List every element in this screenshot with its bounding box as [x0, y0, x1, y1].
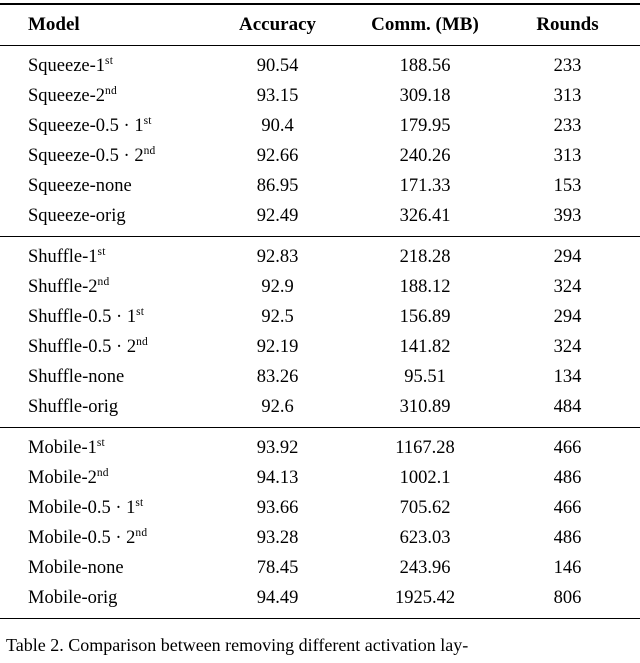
cell-accuracy: 93.66 — [256, 497, 299, 518]
cell-rounds: 294 — [553, 246, 582, 267]
table-group — [0, 237, 640, 428]
cell-rounds: 324 — [553, 336, 582, 357]
cell-model — [0, 277, 225, 298]
cell-accuracy: 92.66 — [256, 145, 299, 166]
model-name-text: Mobile-orig — [28, 587, 118, 608]
table-row — [0, 81, 640, 111]
table-row — [0, 553, 640, 583]
model-name-superscript: nd — [143, 144, 156, 157]
cell-comm: 156.89 — [399, 306, 451, 327]
cell-comm: 243.96 — [399, 557, 451, 578]
cell-accuracy: 93.15 — [256, 85, 299, 106]
cell-model — [0, 498, 225, 519]
cell-model — [0, 588, 225, 609]
cell-rounds: 294 — [553, 306, 582, 327]
cell-rounds: 313 — [553, 85, 582, 106]
cell-model — [0, 468, 225, 489]
model-name-superscript: nd — [105, 84, 117, 97]
cell-model — [0, 56, 225, 77]
header-comm: Comm. (MB) — [371, 14, 479, 35]
model-name-text: Squeeze-2 — [28, 85, 106, 106]
cell-accuracy: 92.19 — [256, 336, 299, 357]
cell-comm: 1167.28 — [395, 437, 455, 458]
cell-comm: 188.12 — [399, 276, 451, 297]
cell-model — [0, 176, 225, 197]
cell-model — [0, 558, 225, 579]
model-name-superscript: nd — [136, 335, 148, 348]
cell-accuracy: 92.5 — [261, 306, 294, 327]
cell-rounds: 466 — [553, 497, 582, 518]
model-name-text: Squeeze-1 — [28, 55, 106, 76]
model-name-text: Mobile-0.5 · 1 — [28, 497, 136, 518]
cell-accuracy: 90.4 — [261, 115, 294, 136]
table-row — [0, 362, 640, 392]
model-name-text: Mobile-1 — [28, 437, 97, 458]
model-name-superscript: nd — [97, 275, 110, 288]
model-name-superscript: st — [136, 305, 145, 318]
cell-accuracy: 83.26 — [256, 366, 299, 387]
cell-model — [0, 146, 225, 167]
cell-comm: 1925.42 — [394, 587, 456, 608]
cell-accuracy: 92.49 — [256, 205, 299, 226]
cell-accuracy: 92.6 — [261, 396, 294, 417]
model-name-text: Shuffle-1 — [28, 246, 98, 267]
model-name-text: Shuffle-orig — [28, 396, 119, 417]
table-body — [0, 46, 640, 619]
table-row — [0, 392, 640, 422]
model-name-superscript: nd — [135, 526, 148, 539]
cell-rounds: 486 — [553, 527, 582, 548]
model-name-text: Squeeze-orig — [28, 205, 126, 226]
cell-accuracy: 93.92 — [256, 437, 299, 458]
cell-model — [0, 206, 225, 227]
cell-rounds: 313 — [553, 145, 582, 166]
cell-comm: 188.56 — [399, 55, 451, 76]
model-name-superscript: st — [105, 54, 114, 67]
cell-rounds: 233 — [553, 55, 582, 76]
cell-rounds: 486 — [553, 467, 582, 488]
cell-rounds: 153 — [553, 175, 582, 196]
cell-comm: 95.51 — [404, 366, 446, 387]
model-name-text: Squeeze-none — [28, 175, 132, 196]
cell-model — [0, 438, 225, 459]
cell-rounds: 233 — [553, 115, 582, 136]
cell-rounds: 806 — [553, 587, 582, 608]
cell-model — [0, 247, 225, 268]
cell-accuracy: 90.54 — [256, 55, 299, 76]
header-rounds: Rounds — [536, 14, 599, 35]
cell-rounds: 146 — [553, 557, 582, 578]
cell-accuracy: 92.83 — [256, 246, 299, 267]
model-name-superscript: st — [97, 245, 106, 258]
table-row — [0, 332, 640, 362]
model-name-text: Mobile-none — [28, 557, 124, 578]
model-name-text: Mobile-0.5 · 2 — [28, 527, 136, 548]
model-name-text: Shuffle-none — [28, 366, 125, 387]
cell-comm: 171.33 — [399, 175, 451, 196]
model-name-text: Mobile-2 — [28, 467, 97, 488]
cell-rounds: 484 — [553, 396, 582, 417]
cell-accuracy: 93.28 — [256, 527, 299, 548]
cell-rounds: 324 — [553, 276, 582, 297]
cell-comm: 218.28 — [399, 246, 451, 267]
table-caption: Table 2. Comparison between removing different activation lay- — [6, 635, 469, 655]
cell-model — [0, 397, 225, 418]
model-name-superscript: st — [96, 436, 105, 449]
cell-model — [0, 307, 225, 328]
cell-comm: 623.03 — [399, 527, 451, 548]
cell-accuracy: 78.45 — [256, 557, 299, 578]
table-row — [0, 583, 640, 613]
cell-comm: 326.41 — [399, 205, 451, 226]
cell-model — [0, 337, 225, 358]
header-accuracy: Accuracy — [238, 14, 317, 35]
table-row — [0, 171, 640, 201]
cell-comm: 240.26 — [399, 145, 451, 166]
table-row — [0, 242, 640, 272]
table-row — [0, 141, 640, 171]
cell-rounds: 466 — [553, 437, 582, 458]
cell-comm: 705.62 — [399, 497, 451, 518]
cell-accuracy: 92.9 — [261, 276, 294, 297]
table-row — [0, 302, 640, 332]
model-name-text: Shuffle-2 — [28, 276, 98, 297]
table-row — [0, 51, 640, 81]
model-name-text: Shuffle-0.5 · 1 — [28, 306, 137, 327]
table-row — [0, 463, 640, 493]
cell-comm: 179.95 — [399, 115, 451, 136]
table-row — [0, 523, 640, 553]
model-name-superscript: st — [143, 114, 152, 127]
model-name-text: Squeeze-0.5 · 2 — [28, 145, 144, 166]
cell-accuracy: 86.95 — [256, 175, 299, 196]
table-row — [0, 111, 640, 141]
table-header-row — [0, 5, 640, 46]
cell-comm: 310.89 — [399, 396, 451, 417]
table-group — [0, 428, 640, 619]
model-name-text: Squeeze-0.5 · 1 — [28, 115, 144, 136]
cell-rounds: 393 — [553, 205, 582, 226]
model-name-superscript: st — [135, 496, 144, 509]
cell-rounds: 134 — [553, 366, 582, 387]
comparison-table — [0, 3, 640, 619]
model-name-text: Shuffle-0.5 · 2 — [28, 336, 137, 357]
model-name-superscript: nd — [96, 466, 109, 479]
cell-model — [0, 367, 225, 388]
cell-accuracy: 94.13 — [256, 467, 299, 488]
cell-accuracy: 94.49 — [256, 587, 299, 608]
cell-model — [0, 116, 225, 137]
cell-comm: 141.82 — [399, 336, 451, 357]
cell-comm: 1002.1 — [399, 467, 451, 488]
header-model: Model — [28, 14, 80, 35]
paper-table-page — [0, 3, 640, 656]
cell-model — [0, 86, 225, 107]
table-row — [0, 493, 640, 523]
table-group — [0, 46, 640, 237]
table-row — [0, 433, 640, 463]
table-row — [0, 272, 640, 302]
cell-comm: 309.18 — [399, 85, 451, 106]
table-row — [0, 201, 640, 231]
cell-model — [0, 528, 225, 549]
